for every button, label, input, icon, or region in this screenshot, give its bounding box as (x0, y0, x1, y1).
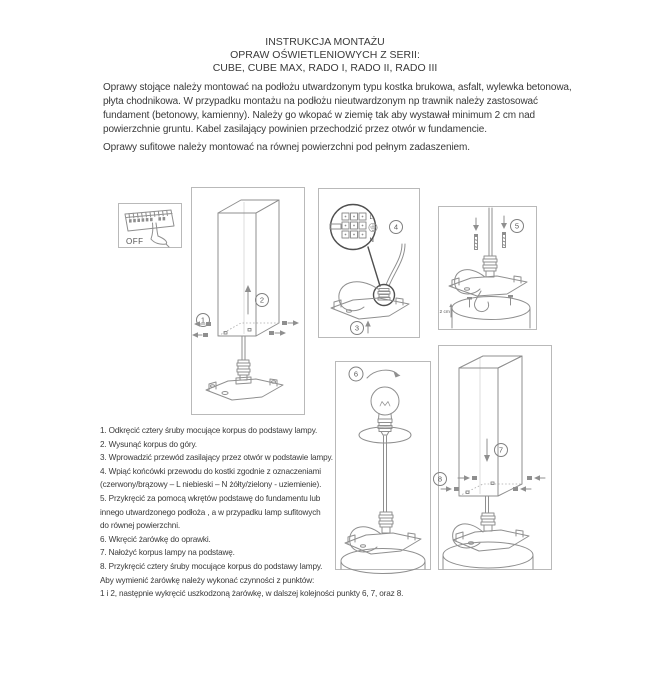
instruction-line: 1 i 2, następnie wykręcić uszkodzoną żarówkę, w dalszej kolejności punkty 6, 7, oraz 8. (100, 589, 404, 599)
instruction-line: innego utwardzonego podłoża , a w przypadku lamp sufitowych (100, 507, 321, 517)
svg-text:1: 1 (200, 315, 206, 325)
instruction-line: 3. Wprowadzić przewód zasilający przez otwór w podstawie lampy. (100, 453, 333, 463)
step-4-marker (390, 221, 403, 234)
diagram-power-off (118, 203, 182, 248)
anchor-screw-icon (467, 297, 472, 307)
document-title (0, 36, 650, 75)
diagram-steps-7-8 (438, 345, 552, 570)
instruction-line: 8. Przykręcić cztery śruby mocujące korpus do podstawy lampy. (100, 561, 323, 571)
lower-down-arrow-icon (484, 439, 490, 462)
instruction-line: 4. Wpiąć końcówki przewodu do kostki zgodnie z oznaczeniami (100, 466, 321, 476)
instruction-line: Aby wymienić żarówkę należy wykonać czynności z punktów: (100, 575, 315, 585)
mounting-screw-icon (473, 218, 479, 250)
support-rod-icon (242, 336, 245, 360)
mounting-screw-icon (501, 216, 507, 248)
instruction-line: 2. Wysunąć korpus do góry. (100, 439, 197, 449)
rotate-arrow-icon (367, 370, 401, 378)
support-rod-icon (486, 496, 489, 513)
feed-up-arrow-icon (365, 321, 371, 334)
wiring-detail-magnifier (330, 205, 377, 250)
foundation-height-label: 2 cm (439, 310, 450, 315)
base-plate-icon (331, 298, 409, 319)
svg-text:5: 5 (514, 221, 520, 231)
step-5-marker (511, 220, 524, 233)
lamp-body-icon (218, 200, 279, 336)
svg-text:7: 7 (498, 445, 504, 455)
svg-text:3: 3 (354, 323, 360, 333)
step-3-marker (351, 322, 364, 335)
lift-up-arrow-icon (245, 285, 251, 314)
instruction-list (100, 424, 403, 601)
instruction-line: 5. Przykręcić za pomocą wkrętów podstawę do fundamentu lub (100, 493, 321, 503)
base-plate-icon (449, 276, 527, 296)
power-cable-icon (386, 244, 405, 286)
lamp-body-icon (459, 356, 522, 496)
breaker-panel-icon (125, 210, 174, 231)
terminal-live-label: L (369, 215, 373, 221)
cable-tail-icon (474, 291, 488, 312)
diagram-steps-1-2 (191, 187, 305, 415)
instruction-line: 7. Nałożyć korpus lampy na podstawę. (100, 548, 235, 558)
instruction-line: 6. Wkręcić żarówkę do oprawki. (100, 534, 211, 544)
svg-text:4: 4 (393, 222, 399, 232)
foundation-cylinder-icon (443, 542, 533, 569)
power-off-label: OFF (126, 237, 144, 246)
power-cable-icon (489, 208, 492, 256)
anchor-screw-icon (508, 295, 513, 305)
title-line-1: INSTRUKCJA MONTAŻU (265, 36, 385, 48)
terminal-block-icon (483, 256, 497, 277)
foundation-cylinder-icon (452, 297, 530, 329)
step-7-marker (495, 444, 508, 457)
title-line-2: OPRAW OŚWIETLENIOWYCH Z SERII: (230, 49, 420, 61)
diagram-step-5 (438, 206, 537, 330)
screws-in-icons (441, 475, 545, 493)
svg-text:6: 6 (353, 369, 359, 379)
height-dimension (440, 304, 453, 318)
instruction-line: (czerwony/brązowy – L niebieski – N żółty/zielony - uziemienie). (100, 480, 322, 490)
cable-loop-icon (453, 524, 483, 548)
step-6-marker (349, 367, 363, 381)
terminal-strip-icon (342, 213, 366, 238)
step-2-marker (256, 294, 269, 307)
paragraph-standing-fixtures: Oprawy stojące należy montować na podłożu utwardzonym typu kostka brukowa, asfalt, wylewka betonowa, płyta chodnikowa. W przypadku montażu na podłożu nieutwardzonym np trawnik należy zastosować fundament (betonowy, kamienny). Należy go wkopać w ziemię tak aby wystawał minimum 2 cm nad powierzchnie gruntu. Kabel zasilający powinien przechodzić przez otwór w fundamencie. (103, 82, 572, 135)
title-line-3: CUBE, CUBE MAX, RADO I, RADO II, RADO III (212, 62, 438, 74)
svg-text:2: 2 (259, 295, 265, 305)
cable-loop-icon (339, 282, 378, 311)
terminal-block-icon (481, 513, 495, 531)
paragraph-ceiling-fixtures: Oprawy sufitowe należy montować na równej powierzchni pod pełnym zadaszeniem. (103, 142, 470, 153)
instruction-line: do równej powierzchni. (100, 521, 180, 531)
screws-out-icons (192, 320, 299, 338)
svg-text:8: 8 (437, 474, 443, 484)
step-8-marker (434, 473, 447, 486)
instruction-line: 1. Odkręcić cztery śruby mocujące korpus do podstawy lampy. (100, 426, 318, 435)
terminal-neutral-label: N (369, 238, 374, 244)
diagram-steps-3-4 (318, 188, 420, 338)
